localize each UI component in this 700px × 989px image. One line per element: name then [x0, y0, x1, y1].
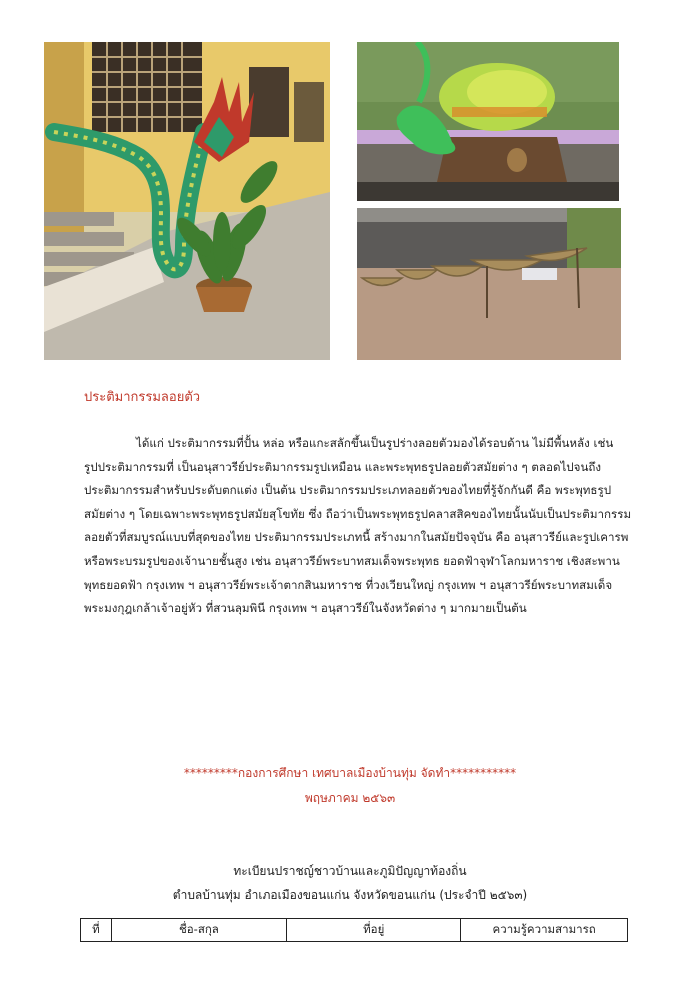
- column-header-name: ชื่อ-สกุล: [111, 919, 286, 942]
- body-line: ประติมากรรมสำหรับประดับตกแต่ง เป็นต้น ประติมากรรมประเภทลอยตัวของไทยที่รู้จักกันดี คือ พระพุทธรูป: [84, 483, 612, 498]
- body-line: พุทธยอดฟ้า กรุงเทพ ฯ อนุสาวรีย์พระเจ้าตากสินมหาราช ที่วงเวียนใหญ่ กรุงเทพ ฯ อนุสาวรีย์พระบาทสมเด็จ: [84, 577, 613, 592]
- credit-line: *********กองการศึกษา เทศบาลเมืองบ้านทุ่ม จัดทำ***********: [183, 766, 517, 780]
- body-line: หรือพระบรมรูปของเจ้านายชั้นสูง เช่น อนุสาวรีย์พระบาทสมเด็จพระพุทธ ยอดฟ้าจุฬาโลกมหาราช เชิงสะพาน: [84, 553, 620, 568]
- credit-date: พฤษภาคม ๒๕๖๓: [304, 791, 396, 805]
- section-heading: ประติมากรรมลอยตัว: [84, 390, 201, 405]
- naga-statue-photo: [44, 42, 330, 360]
- mango-sculpture-photo: [357, 42, 619, 201]
- register-table: [80, 918, 628, 942]
- register-subtitle: ตำบลบ้านทุ่ม อำเภอเมืองขอนแก่น จังหวัดขอนแก่น (ประจำปี ๒๕๖๓): [172, 888, 528, 902]
- column-header-number: ที่: [81, 919, 112, 942]
- body-line: ลอยตัวที่สมบูรณ์แบบที่สุดของไทย ประติมากรรมประเภทนี้ สร้างมากในสมัยปัจจุบัน คือ อนุสาวรีย์และรูปเคารพ: [84, 530, 629, 545]
- body-line: สมัยต่าง ๆ โดยเฉพาะพระพุทธรูปสมัยสุโขทัย ซึ่ง ถือว่าเป็นพระพุทธรูปคลาสสิคของไทยนั้นนับเป็นประติมากรรม: [84, 506, 632, 521]
- body-line: พระมงกุฎเกล้าเจ้าอยู่หัว ที่สวนลุมพินี กรุงเทพ ฯ อนุสาวรีย์ในจังหวัดต่าง ๆ มากมายเป็นต้น: [84, 601, 527, 616]
- column-header-expertise: ความรู้ความสามารถ: [461, 919, 628, 942]
- body-line: รูปประติมากรรมที่ เป็นอนุสาวรีย์ประติมากรรมรูปเหมือน และพระพุทธรูปลอยตัวสมัยต่าง ๆ ตลอดไปจนถึง: [84, 459, 602, 474]
- column-header-address: ที่อยู่: [287, 919, 461, 942]
- body-line: ได้แก่ ประติมากรรมที่ปั้น หล่อ หรือแกะสลักขึ้นเป็นรูปร่างลอยตัวมองได้รอบด้าน ไม่มีพื้นหลัง เช่น: [136, 436, 614, 450]
- body-paragraph: [84, 432, 640, 621]
- register-title: ทะเบียนปราชญ์ชาวบ้านและภูมิปัญญาท้องถิ่น: [233, 864, 467, 878]
- register-header-row: [81, 919, 628, 942]
- boat-sculptures-photo: [357, 208, 621, 360]
